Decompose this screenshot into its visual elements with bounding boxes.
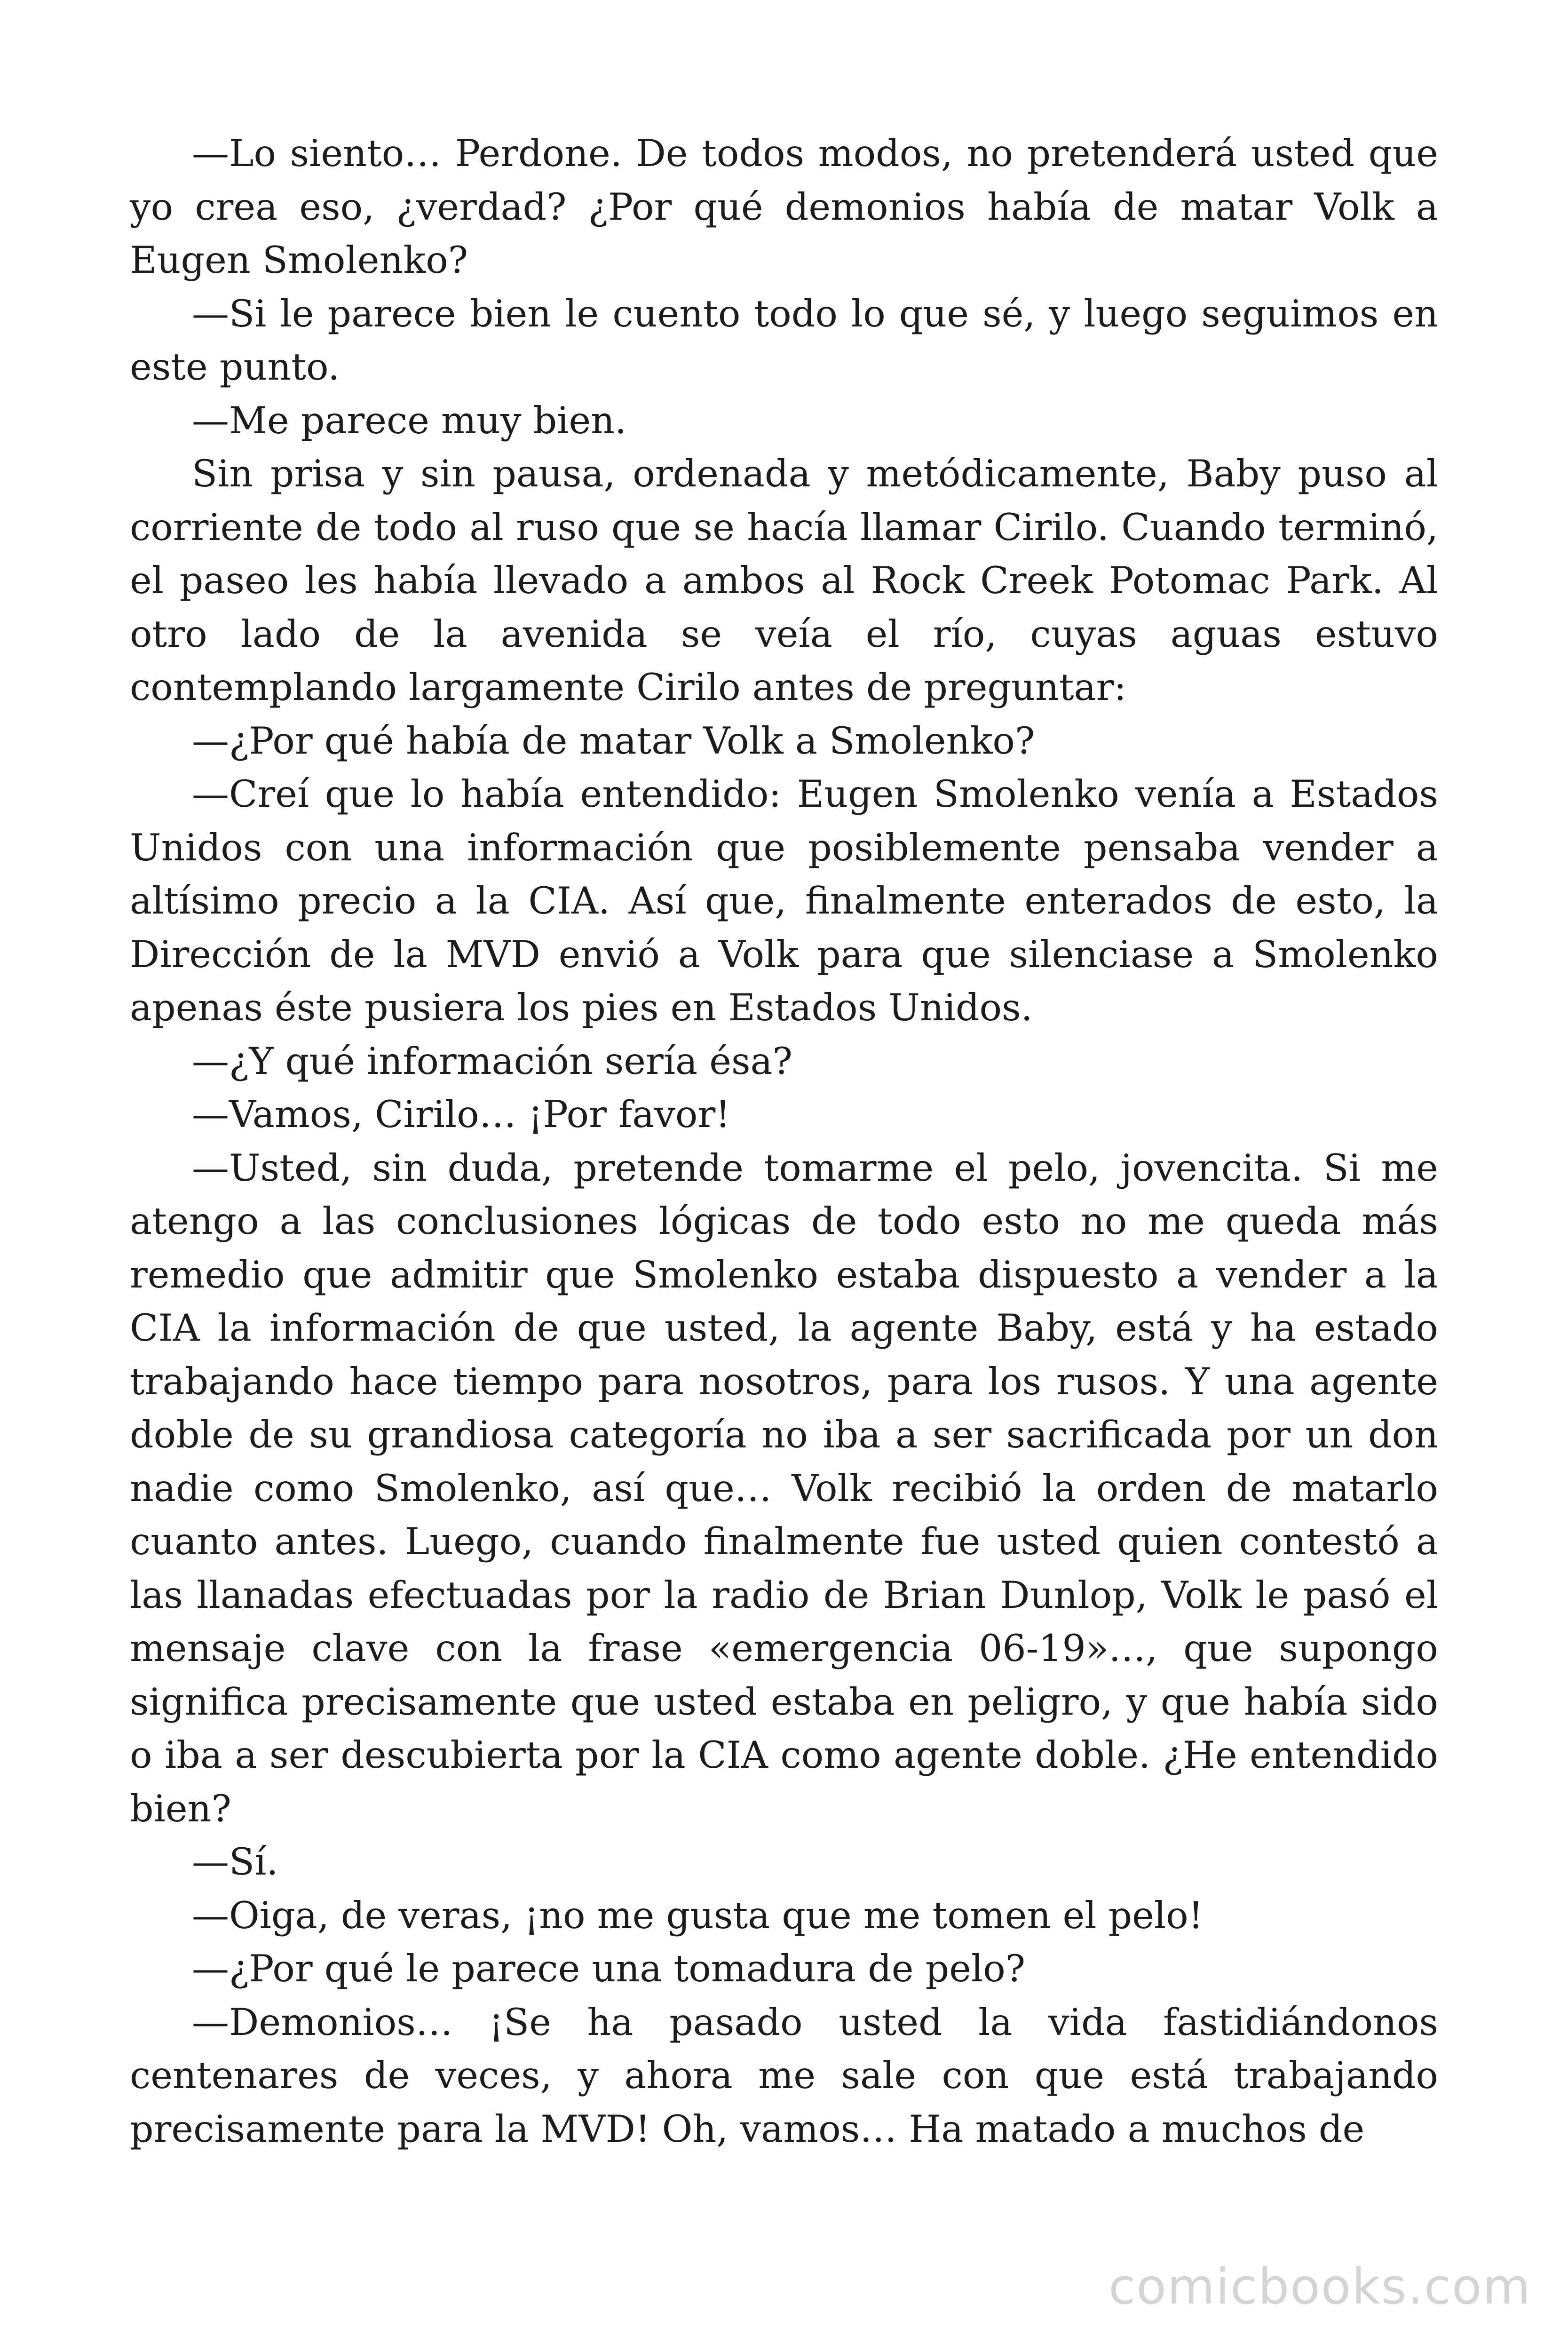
- paragraph: —Me parece muy bien.: [192, 398, 627, 442]
- book-page-text: [130, 127, 1438, 2156]
- paragraph: —Usted, sin duda, pretende tomarme el pelo, jovencita. Si me atengo a las conclusiones lógicas de todo esto no me queda más remedio que admitir que Smolenko estaba dispuesto a vender a la CIA la información de que usted, la agente Baby, está y ha estado trabajando hace tiempo para nosotros, para los rusos. Y una agente doble de su grandiosa categoría no iba a ser sacrificada por un don nadie como Smolenko, así que… Volk recibió la orden de matarlo cuanto antes. Luego, cuando finalmente fue usted quien contestó a las llanadas efectuadas por la radio de Brian Dunlop, Volk le pasó el mensaje clave con la frase «emergencia 06-19»…, que supongo significa precisamente que usted estaba en peligro, y que había sido o iba a ser descubierta por la CIA como agente doble. ¿He entendido bien?: [130, 1146, 1438, 1830]
- paragraph: —Si le parece bien le cuento todo lo que sé, y luego seguimos en este punto.: [130, 292, 1438, 389]
- paragraph: —Lo siento… Perdone. De todos modos, no pretenderá usted que yo crea eso, ¿verdad? ¿Por qué demonios había de matar Volk a Eugen Smolenko?: [130, 132, 1438, 282]
- paragraph: —¿Y qué información sería ésa?: [192, 1039, 792, 1083]
- paragraph: —Demonios… ¡Se ha pasado usted la vida fastidiándonos centenares de veces, y ahora me sale con que está trabajando precisamente para la MVD! Oh, vamos… Ha matado a muchos de: [130, 2000, 1438, 2151]
- paragraph: —Creí que lo había entendido: Eugen Smolenko venía a Estados Unidos con una información que posiblemente pensaba vender a altísimo precio a la CIA. Así que, finalmente enterados de esto, la Dirección de la MVD envió a Volk para que silenciase a Smolenko apenas éste pusiera los pies en Estados Unidos.: [130, 772, 1438, 1029]
- paragraph: —¿Por qué había de matar Volk a Smolenko?: [192, 719, 1035, 763]
- paragraph: —¿Por qué le parece una tomadura de pelo?: [192, 1947, 1026, 1990]
- paragraph: Sin prisa y sin pausa, ordenada y metódicamente, Baby puso al corriente de todo al ruso que se hacía llamar Cirilo. Cuando terminó, el paseo les había llevado a ambos al Rock Creek Potomac Park. Al otro lado de la avenida se veía el río, cuyas aguas estuvo contemplando largamente Cirilo antes de preguntar:: [130, 452, 1438, 709]
- watermark: comicbooks.com: [1108, 2258, 1531, 2315]
- paragraph: —Vamos, Cirilo… ¡Por favor!: [192, 1093, 730, 1136]
- paragraph: —Oiga, de veras, ¡no me gusta que me tomen el pelo!: [192, 1893, 1204, 1937]
- paragraph: —Sí.: [192, 1840, 278, 1883]
